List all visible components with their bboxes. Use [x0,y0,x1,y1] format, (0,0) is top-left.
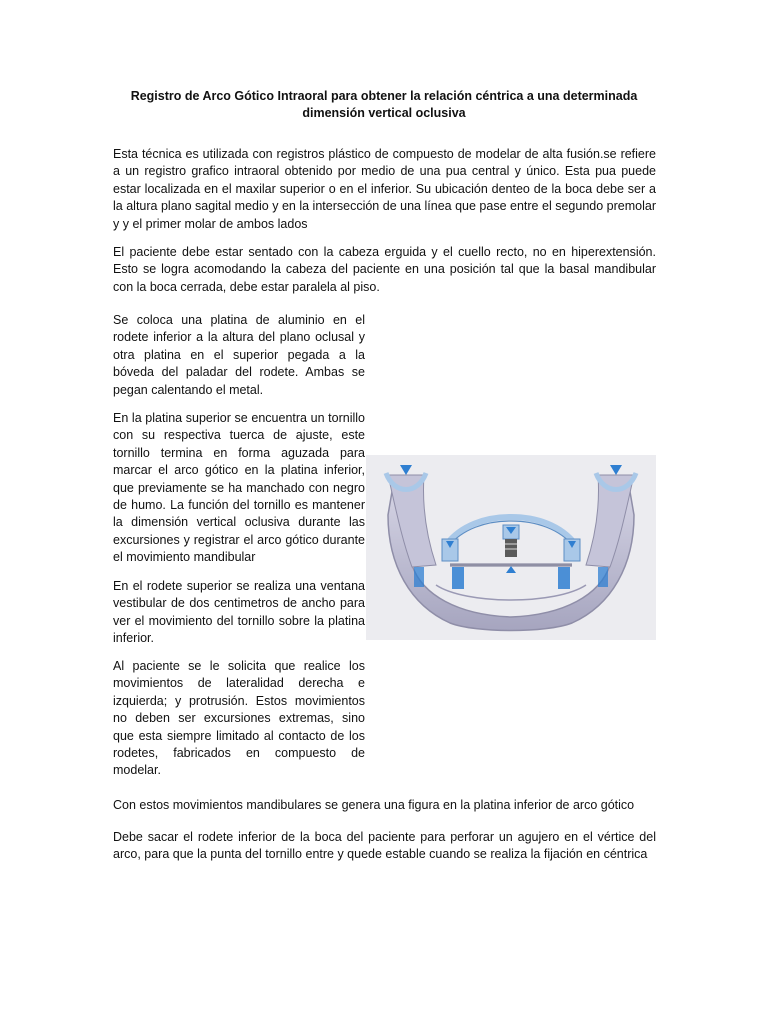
paragraph-patient-position: El paciente debe estar sentado con la cabeza erguida y el cuello recto, no en hiperextensión. Esto se logra acomodando la cabeza del paciente en una posición tal que la basal mandibular con la boca cerrada, debe estar paralela al piso. [113,245,656,294]
paragraph-movements: Al paciente se le solicita que realice los movimientos de lateralidad derecha e izquierda; y protrusión. Estos movimientos no deben ser excursiones extremas, sino que esta siempre limitado al contacto de los rodetes, fabricados en compuesto de modelar. [113,659,365,778]
paragraph-window: En el rodete superior se realiza una ventana vestibular de dos centimetros de ancho para ver el movimiento del tornillo sobre la platina inferior. [113,579,365,646]
paragraph-aluminum-plates: Se coloca una platina de aluminio en el rodete inferior a la altura del plano oclusal y otra platina en el superior pegada a la bóveda del paladar del rodete. Ambas se pegan calentando el metal. [113,313,365,397]
paragraph-gothic-arch-figure: Con estos movimientos mandibulares se genera una figura en la platina inferior de arco gótico [113,798,635,812]
paragraph-technique: Esta técnica es utilizada con registros plástico de compuesto de modelar de alta fusión.se refiere a un registro grafico intraoral obtenido por medio de una pua central y único. Esta pua puede estar localizada en el maxilar superior o en el inferior. Su ubicación denteo de la boca debe ser a la altura plano sagital medio y en la intersección de una línea que pase entre el segundo premolar y y el primer molar de ambos lados [113,147,656,231]
mandible-illustration [366,455,656,640]
mandible-with-gothic-arch-tracer-icon [366,455,656,640]
paragraph-perforation: Debe sacar el rodete inferior de la boca del paciente para perforar un agujero en el vértice del arco, para que la punta del tornillo entre y quede estable cuando se realiza la fijación en céntrica [113,830,656,862]
paragraph-screw: En la platina superior se encuentra un tornillo con su respectiva tuerca de ajuste, este tornillo termina en forma aguzada para marcar el arco gótico en la platina inferior, que previamente se ha manchado con negro de humo. La función del tornillo es mantener la dimensión vertical oclusiva durante las excursiones y registrar el arco gótico durante el movimiento mandibular [113,411,365,565]
document-title: Registro de Arco Gótico Intraoral para obtener la relación céntrica a una determinada dimensión vertical oclusiva [130,89,638,120]
